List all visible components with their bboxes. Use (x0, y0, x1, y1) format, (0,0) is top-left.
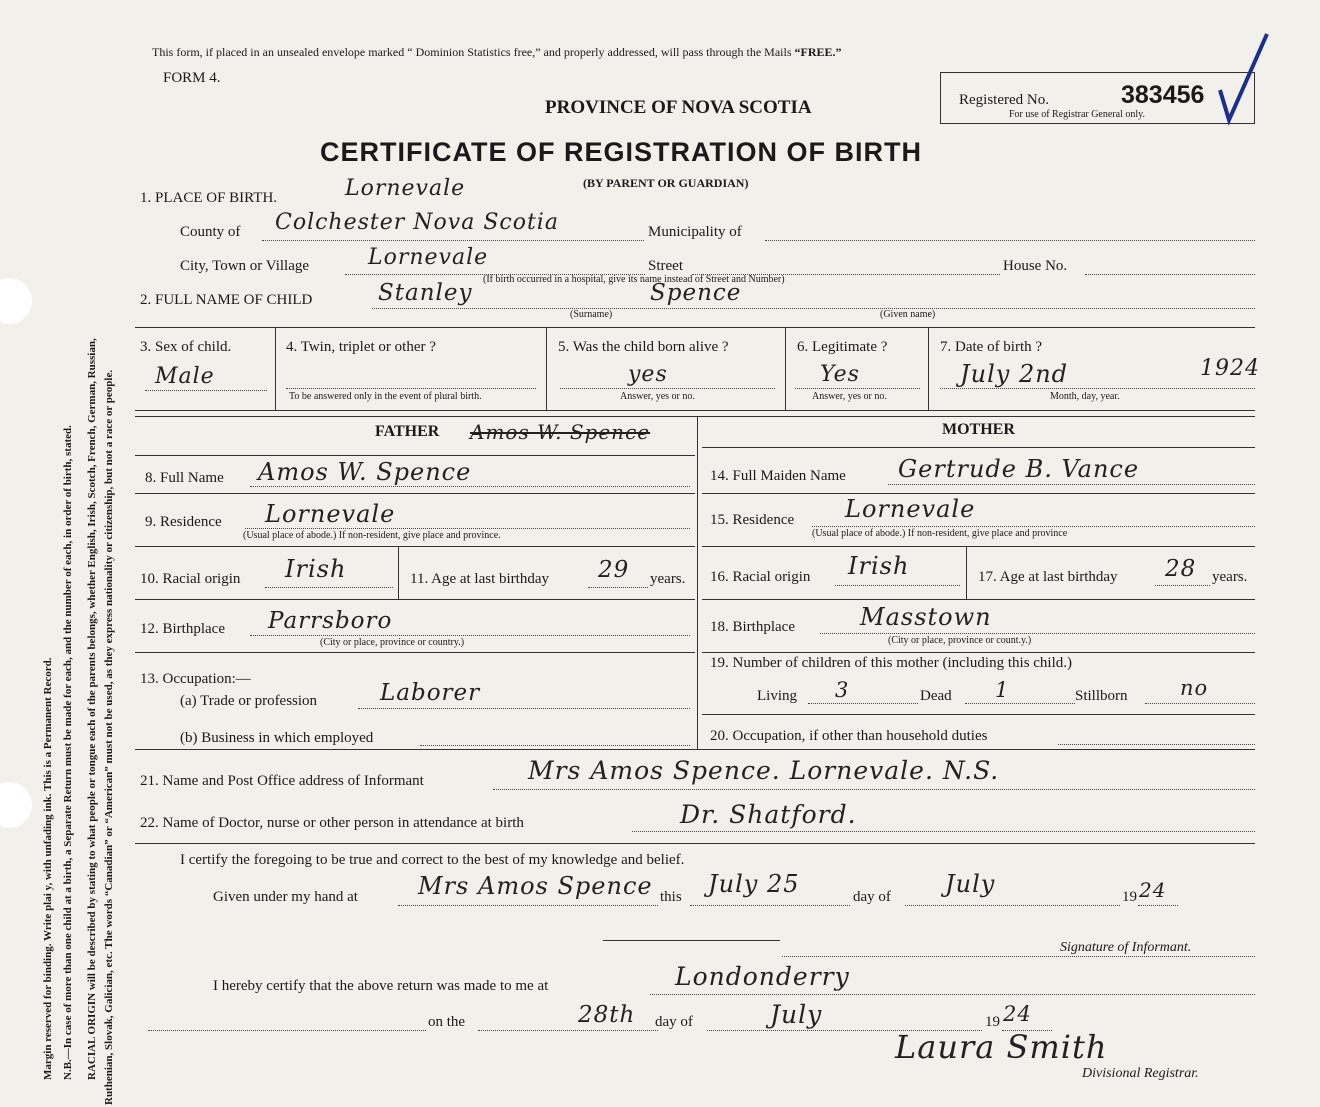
father-occupation-label: 13. Occupation:— (140, 671, 251, 687)
legitimate-note: Answer, yes or no. (812, 391, 887, 402)
father-struck-name: Amos W. Spence (470, 420, 651, 444)
mother-occupation-label: 20. Occupation, if other than household duties (710, 728, 988, 744)
father-race-value: Irish (285, 555, 347, 583)
city-label: City, Town or Village (180, 258, 310, 274)
registrar-year-prefix: 19 (985, 1014, 1000, 1030)
registrar-day-of-label: day of (655, 1014, 693, 1030)
surname-value: Stanley (378, 280, 473, 306)
informant-year-prefix: 19 (1122, 889, 1137, 905)
house-label: House No. (1003, 258, 1068, 274)
dob-year: 1924 (1200, 356, 1260, 381)
mother-birthplace-label: 18. Birthplace (710, 619, 795, 635)
twin-note: To be answered only in the event of plural birth. (289, 391, 482, 402)
checkmark-icon (1215, 28, 1275, 128)
doctor-value: Dr. Shatford. (680, 800, 857, 829)
stillborn-value: no (1180, 676, 1209, 700)
mother-age-value: 28 (1165, 556, 1197, 582)
mother-name-label: 14. Full Maiden Name (710, 468, 846, 484)
this-value: July 25 (708, 870, 800, 898)
county-label: County of (180, 224, 241, 240)
father-race-label: 10. Racial origin (140, 571, 241, 587)
margin-note: Ruthenian, Slovak, Galician, etc. The words “Canadian” or “American” must not be used, as they express nationality or citizenship, but not a race or people. (103, 369, 115, 1105)
mother-residence-label: 15. Residence (710, 512, 795, 528)
twin-label: 4. Twin, triplet or other ? (286, 339, 436, 355)
alive-value: yes (628, 362, 668, 387)
father-name-label: 8. Full Name (145, 470, 224, 486)
sex-value: Male (155, 364, 215, 389)
children-count-label: 19. Number of children of this mother (including this child.) (710, 655, 1073, 671)
registrar-month-value: July (770, 1000, 823, 1029)
mail-notice: This form, if placed in an unsealed envelope marked “ Dominion Statistics free,” and properly addressed, will pass through the Mails “FREE.” (152, 45, 842, 59)
given-name-note: (Given name) (880, 309, 936, 320)
business-label: (b) Business in which employed (180, 730, 374, 746)
father-birthplace-value: Parrsboro (268, 608, 393, 634)
father-residence-note: (Usual place of abode.) If non-resident, give place and province. (243, 530, 501, 541)
this-label: this (660, 889, 682, 905)
registrar-note: For use of Registrar General only. (1009, 109, 1145, 120)
surname-note: (Surname) (570, 309, 613, 320)
alive-label: 5. Was the child born alive ? (558, 339, 729, 355)
mother-race-label: 16. Racial origin (710, 569, 811, 585)
father-heading: FATHER (375, 423, 440, 440)
registrar-signature: Laura Smith (895, 1028, 1108, 1066)
informant-year-value: 24 (1139, 878, 1167, 902)
father-birthplace-note: (City or place, province or country.) (320, 637, 465, 648)
city-value: Lornevale (368, 245, 489, 270)
mother-name-value: Gertrude B. Vance (898, 455, 1140, 483)
dob-note: Month, day, year. (1050, 391, 1120, 402)
day-of-value: July (945, 870, 996, 898)
child-name-label: 2. FULL NAME OF CHILD (140, 292, 313, 308)
binder-hole (0, 782, 32, 828)
father-residence-label: 9. Residence (145, 514, 222, 530)
binder-hole (0, 278, 32, 324)
on-the-label: on the (428, 1014, 466, 1030)
mother-birthplace-value: Masstown (860, 603, 992, 631)
given-name-value: Spence (650, 280, 742, 306)
day-of-label: day of (853, 889, 891, 905)
margin-note: N.B.—In case of more than one child at a birth, a Separate Return must be made for each, and the number of each, in order of birth, stated. (62, 425, 74, 1080)
informant-signature-label: Signature of Informant. (1060, 940, 1192, 955)
margin-note: Margin reserved for binding. Write plai y, with unfading ink. This is a Permanent Record. (42, 657, 54, 1080)
municipality-label: Municipality of (648, 224, 742, 240)
dob-label: 7. Date of birth ? (940, 339, 1043, 355)
father-age-value: 29 (598, 557, 630, 583)
page-title: CERTIFICATE OF REGISTRATION OF BIRTH (320, 137, 922, 167)
given-value: Mrs Amos Spence (418, 872, 653, 900)
form-number: FORM 4. (163, 70, 221, 86)
place-of-birth-label: 1. PLACE OF BIRTH. (140, 190, 278, 206)
registered-label: Registered No. (959, 92, 1049, 108)
registrar-signature-label: Divisional Registrar. (1082, 1066, 1199, 1081)
trade-label: (a) Trade or profession (180, 693, 318, 709)
registrar-place-value: Londonderry (675, 962, 850, 991)
registrar-certify-label: I hereby certify that the above return was made to me at (213, 978, 549, 994)
mother-age-label: 17. Age at last birthday (978, 569, 1118, 585)
certify-statement: I certify the foregoing to be true and correct to the best of my knowledge and belief. (180, 852, 685, 868)
mother-residence-value: Lornevale (845, 495, 976, 523)
given-label: Given under my hand at (213, 889, 358, 905)
mother-residence-note: (Usual place of abode.) If non-resident, give place and province (812, 528, 1068, 539)
sex-label: 3. Sex of child. (140, 339, 232, 355)
legitimate-value: Yes (820, 362, 860, 387)
father-residence-value: Lornevale (265, 500, 396, 528)
stillborn-label: Stillborn (1075, 688, 1128, 704)
legitimate-label: 6. Legitimate ? (797, 339, 888, 355)
living-value: 3 (835, 678, 850, 702)
dead-value: 1 (995, 678, 1010, 702)
mother-heading: MOTHER (942, 421, 1015, 438)
county-value: Colchester Nova Scotia (275, 210, 559, 235)
hospital-note: (If birth occurred in a hospital, give its name instead of Street and Number) (483, 274, 785, 285)
father-age-label: 11. Age at last birthday (410, 571, 549, 587)
mother-age-unit: years. (1212, 569, 1248, 585)
province-heading: PROVINCE OF NOVA SCOTIA (545, 97, 812, 118)
street-label: Street (648, 258, 683, 274)
father-age-unit: years. (650, 571, 686, 587)
dead-label: Dead (920, 688, 952, 704)
margin-note: RACIAL ORIGIN will be described by stating to what people or tongue each of the parents belongs, whether English, Irish, Scotch, French, German, Russian, (86, 338, 98, 1080)
mother-race-value: Irish (848, 552, 910, 580)
doctor-label: 22. Name of Doctor, nurse or other person in attendance at birth (140, 815, 524, 831)
dob-value: July 2nd (960, 360, 1069, 388)
on-the-value: 28th (578, 1002, 636, 1028)
trade-value: Laborer (380, 680, 481, 706)
father-name-value: Amos W. Spence (258, 458, 472, 486)
alive-note: Answer, yes or no. (620, 391, 695, 402)
living-label: Living (757, 688, 797, 704)
page-subtitle: (BY PARENT OR GUARDIAN) (583, 176, 749, 190)
place-of-birth-value: Lornevale (345, 176, 466, 201)
informant-label: 21. Name and Post Office address of Informant (140, 773, 424, 789)
registered-number: 383456 (1121, 81, 1205, 109)
mother-birthplace-note: (City or place, province or count.y.) (888, 635, 1032, 646)
registrar-year-value: 24 (1003, 1002, 1032, 1026)
registered-box (940, 72, 1255, 124)
informant-value: Mrs Amos Spence. Lornevale. N.S. (528, 756, 1000, 785)
father-birthplace-label: 12. Birthplace (140, 621, 225, 637)
